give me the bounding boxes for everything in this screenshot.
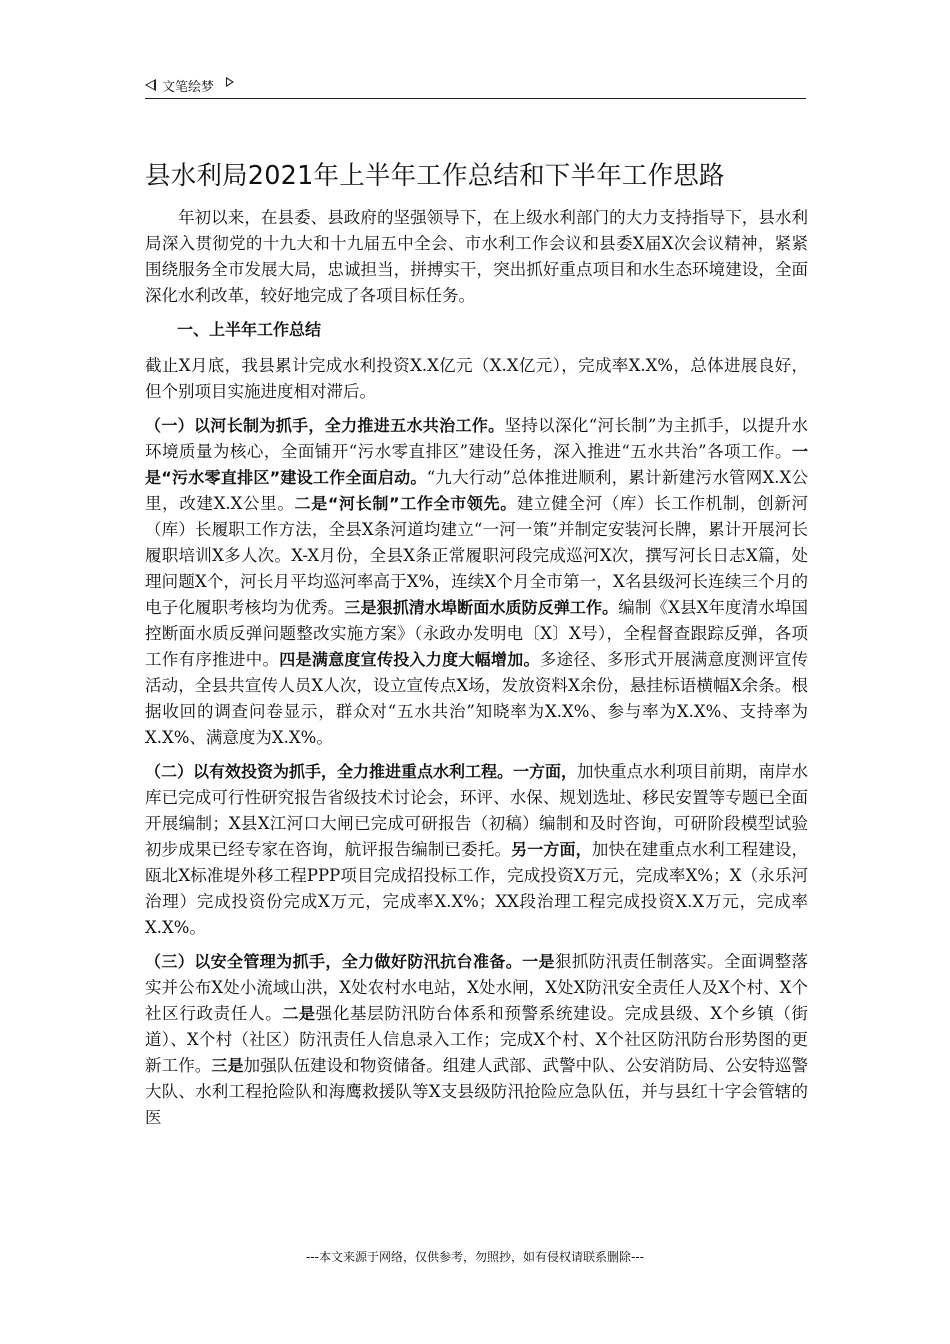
header-brand: 文笔绘梦 [162, 79, 215, 95]
paragraph-investment [145, 759, 808, 941]
paragraph-text: 加快在建重点水利工程建设，瓯北X标准堤外移工程PPP项目完成招投标工作，完成投资X万元，完成率X%；X（永乐河治理）完成投资份完成X万元，完成率X.X%；XX段治理工程完成投资X.X万元，完成率X.X%。 [145, 840, 808, 937]
triangle-left-icon [145, 79, 156, 91]
paragraph-text: 狠抓防汛责任制落实。全面调整落实并公布X处小流域山洪，X处农村水电站，X处水闸，X处X防汛安全责任人及X个村、X个社区行政责任人。 [145, 952, 808, 1023]
paragraph-text: 加强队伍建设和物资储备。组建人武部、武警中队、公安消防局、公安特巡警大队、水利工程抢险队和海鹰救援队等X支县级防汛抢险应急队伍，并与县红十字会管辖的医 [145, 1056, 809, 1127]
page-header [145, 72, 806, 99]
paragraph-text: 编制《X县X年度清水埠国控断面水质反弹问题整改实施方案》（永政办发明电〔X〕X号），全程督查跟踪反弹，各项工作有序推进中。 [145, 598, 809, 669]
bold-lead: 二是“河长制”工作全市领先。 [294, 494, 517, 513]
paragraph-text: 建立健全河（库）长工作机制，创新河（库）长履职工作方法，全县X条河道均建立“一河一策”并制定安装河长牌，累计开展河长履职培训X多人次。X-X月份，全县X条正常履职河段完成巡河X次，撰写河长日志X篇，处理问题X个，河长月平均巡河率高于X%，连续X个月全市第一，X名县级河长连续三个月的电子化履职考核均为优秀。 [145, 494, 808, 617]
section-heading: 一、上半年工作总结 [177, 320, 322, 339]
page-footer: ---本文来源于网络，仅供参考，勿照抄，如有侵权请联系删除--- [306, 1250, 644, 1264]
paragraph-text: 坚持以深化“河长制”为主抓手，以提升水环境质量为核心，全面铺开“污水零直排区”建设任务，深入推进“五水共治”各项工作。 [145, 416, 808, 461]
bold-lead: 一是“污水零直排区”建设工作全面启动。 [145, 442, 808, 487]
bold-lead: （一）以河长制为抓手，全力推进五水共治工作。 [145, 416, 505, 435]
bold-lead: 三是 [211, 1056, 244, 1075]
intro-paragraph: 年初以来，在县委、县政府的坚强领导下，在上级水利部门的大力支持指导下，县水利局深入贯彻党的十九大和十九届五中全会、市水利工作会议和县委X届X次会议精神，紧紧围绕服务全市发展大局，忠诚担当，拼搏实干，突出抓好重点项目和水生态环境建设，全面深化水利改革，较好地完成了各项目标任务。 [145, 208, 808, 305]
bold-lead: （二）以有效投资为抓手，全力推进重点水利工程。一方面， [145, 762, 578, 781]
paragraph-text: “九大行动”总体推进顺利，累计新建污水管网X.X公里，改建X.X公里。 [145, 468, 808, 513]
document-body [145, 205, 808, 1139]
document-title: 县水利局2021年上半年工作总结和下半年工作思路 [145, 161, 725, 191]
bold-lead: 四是满意度宣传投入力度大幅增加。 [279, 650, 540, 669]
bold-lead: 二是 [282, 1004, 316, 1023]
bold-lead: 三是狠抓清水埠断面水质防反弹工作。 [344, 598, 619, 617]
triangle-right-icon [226, 77, 234, 87]
paragraph-flood-safety [145, 949, 808, 1131]
paragraph-river-chief [145, 413, 808, 751]
bold-lead: 另一方面， [511, 840, 592, 859]
paragraph-text: 强化基层防汛防台体系和预警系统建设。完成县级、X个乡镇（街道）、X个村（社区）防汛责任人信息录入工作；完成X个村、X个社区防汛防台形势图的更新工作。 [145, 1004, 808, 1075]
summary-paragraph: 截止X月底，我县累计完成水利投资X.X亿元（X.X亿元），完成率X.X%，总体进展良好，但个别项目实施进度相对滞后。 [145, 356, 808, 401]
paragraph-text: 多途径、多形式开展满意度测评宣传活动，全县共宣传人员X人次，设立宣传点X场，发放资料X余份，悬挂标语横幅X余条。根据收回的调查问卷显示，群众对“五水共治”知晓率为X.X%、参与率为X.X%、支持率为X.X%、满意度为X.X%。 [145, 650, 809, 747]
bold-lead: （三）以安全管理为抓手，全力做好防汛抗台准备。一是 [145, 952, 555, 971]
paragraph-text: 加快重点水利项目前期，南岸水库已完成可行性研究报告省级技术讨论会，环评、水保、规划选址、移民安置等专题已全面开展编制；X县X江河口大闸已完成可研报告（初稿）编制和及时咨询，可研阶段模型试验初步成果已经专家在咨询，航评报告编制已委托。 [145, 762, 809, 859]
